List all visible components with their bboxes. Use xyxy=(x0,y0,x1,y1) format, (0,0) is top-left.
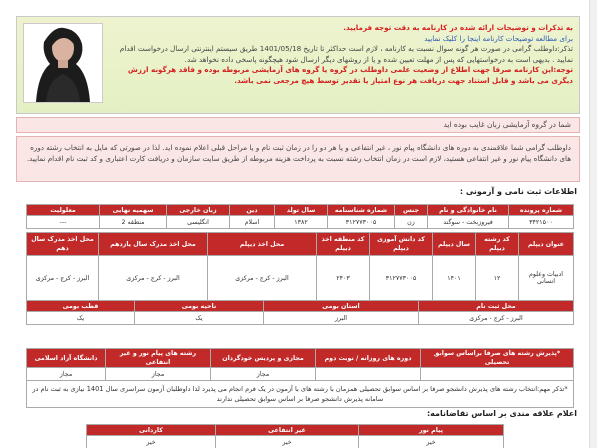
warning-text xyxy=(111,23,573,87)
col-registration-place: محل ثبت نام xyxy=(419,301,574,312)
col-azad: دانشگاه آزاد اسلامی xyxy=(27,349,106,368)
col-records-based: *پذیرش رشته های صرفا براساس سوابق تحصیلی xyxy=(421,349,574,368)
warning-body-deadline: تذکر:داوطلب گرامی در صورت هر گونه سوال نسبت به کارنامه ، لازم است حداکثر تا تاریخ 1401/05/18 طریق سیستم اینترنتی ارسال درخواست اقدام نمایید . بدیهی است به درخواستهایی که پس از مهلت تعیین شده و یا از روشهای دیگر ارسال شود هیچگونه پاسخی داده نخواهد شد. xyxy=(119,44,573,64)
col-disability: معلولیت xyxy=(27,205,100,216)
cell-diploma-title: ادبیات وعلوم انسانی xyxy=(519,256,574,301)
cell-native-pole: یک xyxy=(27,312,135,325)
cell-pnu-nonprofit: مجاز xyxy=(106,368,211,381)
section-interest-title: اعلام علاقه مندی بر اساس تقاضانامه: xyxy=(426,409,577,418)
col-pnu-nonprofit: رشته های پیام نور و غیر انتفاعی xyxy=(106,349,211,368)
col-grade11-location: محل اخذ مدرک سال یازدهم xyxy=(99,233,208,256)
eligibility-note: *تذکر مهم:انتخاب رشته های پذیرش دانشجو صرفا بر اساس سوابق تحصیلی همزمان با رشته های با آزمون در یک فرم انجام می پذیرد لذا داوطلبان آزمون سراسری سال 1401 نیازی به ثبت نام در سامانه پذیرش دانشجو صرفا بر اساس سوابق تحصیلی ندارند xyxy=(27,381,574,408)
cell-diploma-location: البرز - کرج - مرکزی xyxy=(208,256,317,301)
table-row xyxy=(87,436,504,448)
warning-box xyxy=(16,16,580,114)
cell-associate: خیر xyxy=(87,436,216,448)
col-region-code: کد منطقه اخذ دیپلم xyxy=(317,233,370,256)
col-foreign-language: زبان خارجی xyxy=(167,205,230,216)
col-native-district: ناحیه بومی xyxy=(135,301,264,312)
col-diploma-location: محل اخذ دیپلم xyxy=(208,233,317,256)
table-row xyxy=(27,381,574,408)
cell-diploma-field-code: ۱۲ xyxy=(476,256,519,301)
col-native-province: استان بومی xyxy=(264,301,419,312)
warning-link[interactable]: برای مطالعه توضیحات کارنامه اینجا را کلیک نمایید xyxy=(424,33,573,43)
col-gender: جنس xyxy=(395,205,428,216)
cell-region-code: ۲۴۰۳ xyxy=(317,256,370,301)
candidate-photo xyxy=(23,23,103,103)
col-native-pole: قطب بومی xyxy=(27,301,135,312)
cell-id-number: ۳۱۲۷۷۳۰۰۵ xyxy=(328,216,395,229)
eligibility-table xyxy=(26,348,574,408)
cell-birth-year: ۱۳۸۲ xyxy=(275,216,328,229)
cell-non-profit: خیر xyxy=(216,436,359,448)
cell-native-province: البرز xyxy=(264,312,419,325)
candidate-photo-image xyxy=(24,24,102,102)
cell-azad: مجاز xyxy=(27,368,106,381)
cell-grade10-location: البرز - کرج - مرکزی xyxy=(27,256,99,301)
cell-final-quota: منطقه 2 xyxy=(100,216,167,229)
absent-notice: شما در گروه آزمایشی زبان غایب بوده اید xyxy=(16,117,580,133)
col-associate: کاردانی xyxy=(87,425,216,436)
native-location-table xyxy=(26,300,574,325)
section-registration-title: اطلاعات ثبت نامی و آزمونی : xyxy=(459,187,577,196)
table-row xyxy=(27,312,574,325)
cell-full-name: فیروزبخت - سوگند xyxy=(428,216,509,229)
col-diploma-field-code: کد رشته دیپلم xyxy=(476,233,519,256)
col-birth-year: سال تولد xyxy=(275,205,328,216)
cell-registration-place: البرز - کرج - مرکزی xyxy=(419,312,574,325)
cell-disability: --- xyxy=(27,216,100,229)
diploma-table xyxy=(26,232,574,301)
col-id-number: شماره شناسنامه xyxy=(328,205,395,216)
interest-table xyxy=(86,424,504,448)
col-full-name: نام خانوادگی و نام xyxy=(428,205,509,216)
col-final-quota: سهمیه نهایی xyxy=(100,205,167,216)
table-row xyxy=(27,216,574,229)
cell-records-based xyxy=(421,368,574,381)
payment-notice: داوطلب گرامی شما علاقمندی به دوره های دانشگاه پیام نور ، غیر انتفاعی و یا هر دو را در زمان ثبت نام و یا مراحل قبلی اعلام نموده اید. لذا در صورتی که مایل به انتخاب رشته دوره های دانشگاه پیام نور و غیر انتفاعی هستید، لازم است در زمان انتخاب رشته نسبت به پرداخت هزینه مربوطه از طریق سایت سازمان و دریافت کارت اعتباری و کد ثبت نام اقدام نمایید. xyxy=(16,136,580,182)
cell-file-number: ۳۴۲۱۵۰۰ xyxy=(509,216,574,229)
cell-foreign-language: انگلیسی xyxy=(167,216,230,229)
col-payame-noor: پیام نور xyxy=(359,425,504,436)
vertical-scrollbar[interactable] xyxy=(589,0,597,448)
cell-gender: زن xyxy=(395,216,428,229)
warning-title: به تذکرات و توضیحات ارائه شده در کارنامه به دقت توجه فرمایید. xyxy=(343,23,573,32)
cell-virtual-campus: مجاز xyxy=(211,368,316,381)
cell-religion: اسلام xyxy=(230,216,275,229)
col-grade10-location: محل اخذ مدرک سال دهم xyxy=(27,233,99,256)
col-virtual-campus: مجازی و پردیس خودگردان xyxy=(211,349,316,368)
col-diploma-title: عنوان دیپلم xyxy=(519,233,574,256)
table-row xyxy=(27,368,574,381)
cell-daily-evening xyxy=(316,368,421,381)
table-row xyxy=(27,256,574,301)
warning-body-validity: توجه:این کارنامه صرفا جهت اطلاع از وضعیت علمی داوطلب در گروه یا گروه های آزمایشی مربوطه بوده و فاقد هرگونه ارزش دیگری می باشد و قابل استناد جهت دریافت هر نوع امتیاز یا تقدیر توسط هیچ مرجعی نمی باشد. xyxy=(127,65,573,85)
cell-grade11-location: البرز - کرج - مرکزی xyxy=(99,256,208,301)
cell-student-code: ۳۱۲۷۷۳۰۰۵ xyxy=(370,256,433,301)
col-daily-evening: دوره های روزانه / نوبت دوم xyxy=(316,349,421,368)
cell-payame-noor: خیر xyxy=(359,436,504,448)
cell-diploma-year: ۱۴۰۱ xyxy=(433,256,476,301)
col-student-code: کد دانش آموزی دیپلم xyxy=(370,233,433,256)
cell-native-district: یک xyxy=(135,312,264,325)
registration-table xyxy=(26,204,574,229)
col-non-profit: غیر انتفاعی xyxy=(216,425,359,436)
col-religion: دین xyxy=(230,205,275,216)
col-diploma-year: سال دیپلم xyxy=(433,233,476,256)
col-file-number: شماره پرونده xyxy=(509,205,574,216)
